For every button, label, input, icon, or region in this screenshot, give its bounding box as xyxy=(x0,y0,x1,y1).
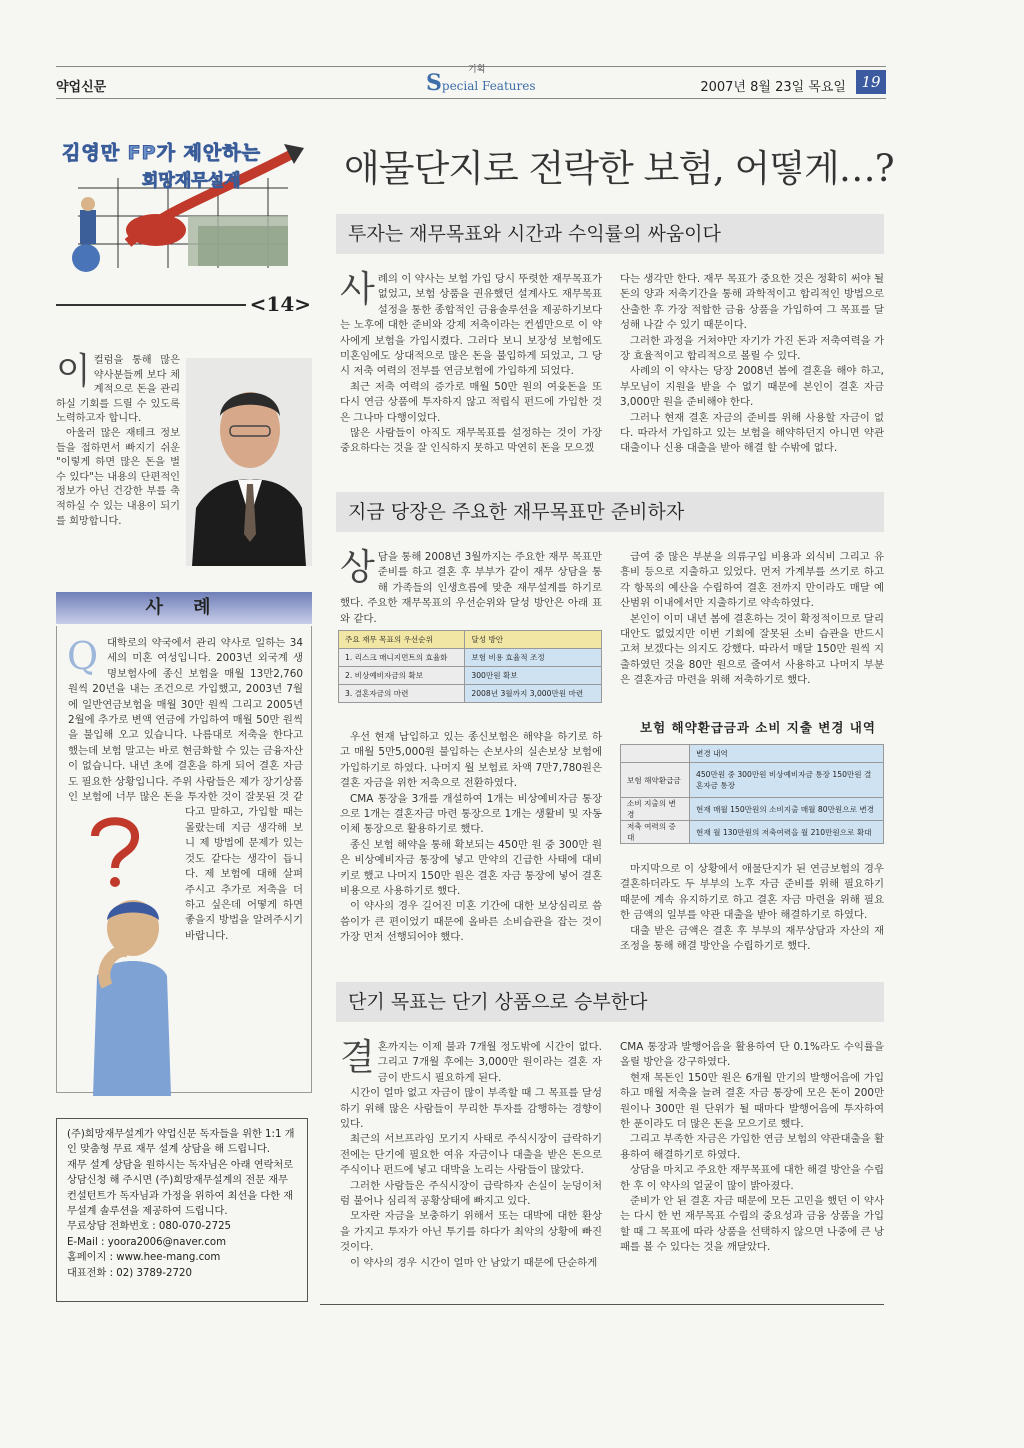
section1-col2-p3: 사례의 이 약사는 당장 2008년 봄에 결혼을 해야 하고, 부모님이 지원을 받을 수 없기 때문에 본인이 결혼 자금 3,000만 원을 준비해야 한다. xyxy=(620,365,884,409)
header-bottom-rule xyxy=(56,98,886,99)
section3-col2-p5: 준비가 안 된 결혼 자금 때문에 모든 고민을 했던 이 약사는 다시 한 번 재무목표 수립의 중요성과 금융 상품을 가입할 때 그 목표에 따라 상품을 선택하지 않으면 나중에 큰 낭패를 볼 수 있다는 것을 깨달았다. xyxy=(620,1195,884,1254)
section-label-initial: S xyxy=(426,70,442,96)
section1-col1-p2: 최근 저축 여력의 증가로 매월 50만 원의 여윳돈을 또 다시 연금 상품에 투자하지 않고 적립식 펀드에 가입한 것은 그나마 다행이었다. xyxy=(340,380,602,424)
article-end-rule xyxy=(320,1304,884,1305)
logo-title-line2: 희망재무설계 xyxy=(142,171,241,191)
table-cell: 1. 리스크 매니지먼트의 효율화 xyxy=(339,649,465,667)
section3-col1-p1: 혼까지는 이제 불과 7개월 정도밖에 시간이 없다. 그리고 7개월 후에는 3,000만 원이라는 결혼 자금이 반드시 필요하게 된다. xyxy=(377,1041,602,1084)
priority-header-goal: 주요 재무 목표의 우선순위 xyxy=(339,631,465,649)
section1-drop-cap: 사 xyxy=(340,269,375,310)
table-cell: 450만원 중 300만원 비상예비자금 통장 150만원 결혼자금 통장 xyxy=(690,763,884,798)
section1-col2-p2: 그러한 과정을 거쳐야만 자기가 가진 돈과 저축여력을 가장 효율적이고 합리적으로 볼릴 수 있다. xyxy=(620,334,884,363)
intro-paragraph-2: 아울러 많은 재테크 정보들을 접하면서 빠지기 쉬운 "이렇게 하면 많은 돈을 벌 수 있다"는 내용의 단편적인 정보가 아닌 건강한 부를 축적하실 수 있는 내용이 되기를 희망합니다. xyxy=(56,427,180,527)
section2-col1-top xyxy=(340,547,602,627)
section1-heading: 투자는 재무목표와 시간과 수익률의 싸움이다 xyxy=(336,214,884,254)
table-cell: 보험 비용 효율적 조정 xyxy=(465,649,602,667)
table-cell: 소비 지출의 변경 xyxy=(621,798,690,821)
section1-col2 xyxy=(620,272,884,457)
headline: 애물단지로 전락한 보험, 어떻게…? xyxy=(344,147,894,190)
section1-col2-p4: 그러나 현재 결혼 자금의 준비를 위해 사용할 자금이 없다. 따라서 가입하고 있는 보험을 해약하던지 아니면 약관대출이나 신용 대출을 받아 해결 할 수밖에 없다. xyxy=(620,411,884,455)
intro-text xyxy=(56,351,180,529)
intro-drop-cap: 이 xyxy=(56,351,91,392)
spending-header-label: 변경 내역 xyxy=(690,745,884,763)
q-mark: Q xyxy=(67,634,99,678)
priority-table-header xyxy=(339,631,602,649)
section2-col1-p1: 우선 현재 납입하고 있는 종신보험은 해약을 하기로 하고 매월 5만5,000원 불입하는 손보사의 실손보상 보험에 가입하기로 하였다. 나머지 월 보험료 차액 7만7,780원은 결혼 자금을 위한 저축으로 전환하였다. xyxy=(340,731,602,790)
table-cell: 3. 결혼자금의 마련 xyxy=(339,685,465,703)
section2-heading: 지금 당장은 주요한 재무목표만 준비하자 xyxy=(336,492,884,532)
page-header xyxy=(56,65,886,98)
section3-col2-p2: 현재 목돈인 150만 원은 6개월 만기의 발행어음에 가입하고 매월 저축을 늘려 결혼 자금 통장에 모은 돈이 200만 원이나 300만 원 단위가 될 때마다 발행어음에 투자하여 한 푼이라도 더 많은 돈을 모으기로 했다. xyxy=(620,1071,884,1131)
section1-col1 xyxy=(340,269,602,457)
section2-col2-p1: 급여 중 많은 부분을 의류구입 비용과 외식비 그리고 유흥비 등으로 지출하고 있었다. 먼저 가계부를 쓰기로 하고 각 항목의 예산을 수립하여 결혼 전까지 만이라도 매달 예산범위 이내에서만 지출하기로 약속하였다. xyxy=(620,551,884,610)
section1-col1-p1: 례의 이 약사는 보험 가입 당시 뚜렷한 재무목표가 없었고, 보험 상품을 권유했던 설계사도 재무목표 설정을 통한 종합적인 금융솔루션을 제공하기보다는 노후에 대한 준비와 강제 저축이라는 컨셉만으로 이 약사에게 보험을 가입시켰다. 그러다 보니 보장성 보험에도 미혼임에도 상대적으로 많은 돈을 불입하게 되었고, 그 당시 저축 여력의 전부를 연금보험에 가입하게 되었다. xyxy=(340,273,602,378)
page-number: 19 xyxy=(856,70,886,94)
section2-col1-bottom xyxy=(340,730,602,946)
section2-col2-top xyxy=(620,550,884,689)
spending-table-title: 보험 해약환급금과 소비 지출 변경 내역 xyxy=(640,720,876,735)
table-row xyxy=(621,763,884,798)
section3-col1-p6: 이 약사의 경우 시간이 얼마 안 남았기 때문에 단순하게 xyxy=(350,1256,598,1269)
spending-table-header xyxy=(621,745,884,763)
section3-col2 xyxy=(620,1040,884,1256)
section2-col2-p3: 마지막으로 이 상황에서 애물단지가 된 연금보험의 경우 결혼하더라도 두 부부의 노후 자금 준비를 위해 필요하기 때문에 계속 유지하기로 하고 결혼 자금 마련을 위해 필요한 금액의 일부를 약관 대출을 받아 해결하기로 하였다. xyxy=(620,863,884,922)
section3-col2-p4: 상담을 마치고 주요한 재무목표에 대한 해결 방안을 수립한 후 이 약사의 얼굴이 많이 밝아졌다. xyxy=(620,1164,884,1192)
series-number xyxy=(56,292,311,318)
section3-heading: 단기 목표는 단기 상품으로 승부한다 xyxy=(336,982,884,1022)
table-row xyxy=(339,649,602,667)
section3-col2-p1: CMA 통장과 발행어음을 활용하여 단 0.1%라도 수익률을 올릴 방안을 강구하였다. xyxy=(620,1041,884,1069)
table-cell: 보험 해약환급금 xyxy=(621,763,690,798)
table-row xyxy=(621,798,884,821)
section-label-ko: 기획 xyxy=(468,65,486,75)
contact-email[interactable]: E-Mail : yoora2006@naver.com xyxy=(67,1236,226,1248)
section3-col1 xyxy=(340,1037,602,1271)
case-box xyxy=(56,626,312,1093)
contact-line1: (주)희망재무설계가 약업신문 독자들을 위한 1:1 개인 맞춤형 무료 재무 설계 상담을 해 드립니다. xyxy=(67,1129,295,1156)
newspaper-name: 약업신문 xyxy=(56,80,107,95)
table-row xyxy=(339,685,602,703)
section1-col1-p3: 많은 사람들이 아직도 재무목표를 설정하는 것이 가장 중요하다는 것을 잘 인식하지 못하고 막연히 돈을 모으겠 xyxy=(340,427,602,455)
section3-col1-p2: 시간이 얼마 없고 자금이 많이 부족할 때 그 목표를 달성하기 위해 많은 사람들이 무리한 투자를 감행하는 경향이 있다. xyxy=(340,1087,602,1131)
section2-col1-p4: 이 약사의 경우 길어진 미혼 기간에 대한 보상심리로 씀씀이가 큰 편이었기 때문에 올바른 소비습관을 잡는 것이 가장 먼저 선행되어야 했다. xyxy=(340,900,602,944)
section3-col1-p5: 모자란 자금을 보충하기 위해서 또는 대박에 대한 환상을 가지고 투자가 아닌 투기를 하다가 최악의 상황에 빠진 것이다. xyxy=(340,1210,602,1254)
table-row xyxy=(621,821,884,844)
section3-col1-p4: 그러한 사람들은 주식시장이 급락하자 손실이 눈덩이처럼 불어나 심리적 공황상태에 빠지고 있다. xyxy=(340,1179,602,1208)
table-cell: 300만원 확보 xyxy=(465,667,602,685)
case-text xyxy=(67,636,303,1106)
series-rule xyxy=(56,304,246,306)
table-cell: 현재 월 130만원의 저축여력을 월 210만원으로 확대 xyxy=(690,821,884,844)
priority-header-method: 달성 방안 xyxy=(465,631,602,649)
section2-drop-cap: 상 xyxy=(340,547,375,588)
contact-homepage[interactable]: 홈페이지 : www.hee-mang.com xyxy=(67,1252,221,1264)
table-cell: 2008년 3월까지 3,000만원 마련 xyxy=(465,685,602,703)
case-question: 대학로의 약국에서 관리 약사로 일하는 34세의 미혼 여성입니다. 2003년 외국계 생명보험사에 종신 보험을 매월 13만2,760원씩 20년을 내는 조건으로 가입했고, 2003년 7월에 일반연금보험을 매월 30만 원씩 그리고 2005년 2월에 추가로 변액 연금에 가입하여 매월 50만 원씩을 불입해 오고 있습니다. 나름대로 저축을 한다고 했는데 보험 말고는 바로 현금화할 수 있는 금융자산이 없습니다. 내년 초에 결혼을 하게 되어 결혼 자금도 필요한 상황입니다. 주위 사람들은 제가 장기상품인 보험에 너무 많은 돈을 투자한 것이 잘못된 것 같다고 말하고, 가입할 때는 몰랐는데 지금 생각해 보니 제 방법에 문제가 있는 것도 같다는 생각이 듭니다. 제 보험에 대해 살펴 주시고 추가로 저축을 더 하고 싶은데 어떻게 하면 좋을지 방법을 알려주시기 바랍니다. xyxy=(68,637,303,942)
section2-col2-bottom xyxy=(620,862,884,954)
intro-paragraph-1: 컬럼을 통해 많은 약사분들께 보다 체계적으로 돈을 관리하실 기회를 드릴 수 있도록 노력하고자 합니다. xyxy=(56,355,180,425)
section2-col2-p2: 본인이 이미 내년 봄에 결혼하는 것이 확정적이므로 달리 대안도 없었지만 이번 기회에 잘못된 소비 습관을 반드시 고쳐 보겠다는 의지도 강했다. 따라서 매달 150만 원씩 지출하였던 것을 80만 원으로 줄여서 사용하고 나머지 부분은 결혼자금 마련을 위해 저축하기로 했다. xyxy=(620,612,884,687)
table-cell: 2. 비상예비자금의 확보 xyxy=(339,667,465,685)
section-label-rest: pecial Features xyxy=(441,79,536,93)
logo-title-line1: 김영만 FP가 제안하는 xyxy=(62,142,261,164)
author-portrait xyxy=(186,358,312,566)
case-illustration xyxy=(67,816,185,1106)
contact-phone: 무료상담 전화번호 : 080-070-2725 xyxy=(67,1221,232,1233)
section2-intro: 담을 통해 2008년 3월까지는 주요한 재무 목표만 준비를 하고 결혼 후 부부가 같이 재무 상담을 통해 가족들의 인생흐름에 맞춘 재무설계를 하기로 했다. 주요한 재무목표의 우선순위와 달성 방안은 아래 표와 같다. xyxy=(340,551,602,625)
contact-main-phone: 대표전화 : 02) 3789-2720 xyxy=(67,1267,192,1279)
portrait-illustration xyxy=(186,358,312,566)
table-cell xyxy=(621,745,690,763)
issue-date: 2007년 8월 23일 목요일 xyxy=(700,80,846,95)
spending-table xyxy=(620,744,884,844)
table-cell: 현재 매월 150만원의 소비지출 매월 80만원으로 변경 xyxy=(690,798,884,821)
priority-table xyxy=(338,630,602,703)
section-label xyxy=(426,65,536,96)
contact-box xyxy=(56,1118,308,1302)
section3-col1-p3: 최근의 서브프라임 모기지 사태로 주식시장이 급락하기 전에는 단기에 필요한 여유 자금이나 대출을 받은 돈으로 주식이나 펀드에 넣고 대박을 노리는 사람들이 많았다. xyxy=(340,1133,602,1177)
section2-col1-p3: 종신 보험 해약을 통해 확보되는 450만 원 중 300만 원은 비상예비자금 통장에 넣고 만약의 긴급한 사태에 대비키로 했고 나머지 150만 원은 결혼 자금 통장에 넣어 결혼 비용으로 사용하기로 했다. xyxy=(340,838,602,898)
thinking-person-illustration xyxy=(67,816,177,1096)
section2-col2-p4: 대출 받은 금액은 결혼 후 부부의 재무상담과 자산의 재조정을 통해 해결 방안을 수립하기로 했다. xyxy=(620,924,884,953)
contact-line2: 재무 설계 상담을 원하시는 독자님은 아래 연락처로 상담신청 해 주시면 (주)희망재무설계의 전문 재무컨설턴트가 독자님과 가정을 위하여 최선을 다한 재무설계 솔루션을 제공하여 드립니다. xyxy=(67,1159,294,1218)
column-logo xyxy=(58,138,308,278)
section2-col1-p2: CMA 통장을 3개를 개설하여 1개는 비상예비자금 통장으로 1개는 결혼자금 마련 통장으로 1개는 생활비 및 자동이체 통장으로 활용하기로 했다. xyxy=(340,792,602,836)
table-cell: 저축 여력의 증대 xyxy=(621,821,690,844)
section3-col2-p3: 그리고 부족한 자금은 가입한 연금 보험의 약관대출을 활용하여 해결하기로 하였다. xyxy=(620,1133,884,1161)
section3-drop-cap: 결 xyxy=(340,1037,375,1078)
section1-col2-p1: 다는 생각만 한다. 재무 목표가 중요한 것은 정확히 써야 될 돈의 양과 저축기간을 통해 과학적이고 합리적인 방법으로 산출한 후 가장 적합한 금융 상품을 가입하여 그 목표를 달성해 나갈 수 있기 때문이다. xyxy=(620,273,884,332)
table-row xyxy=(339,667,602,685)
case-heading: 사 례 xyxy=(56,592,312,624)
series-number-text: <14> xyxy=(249,292,311,316)
